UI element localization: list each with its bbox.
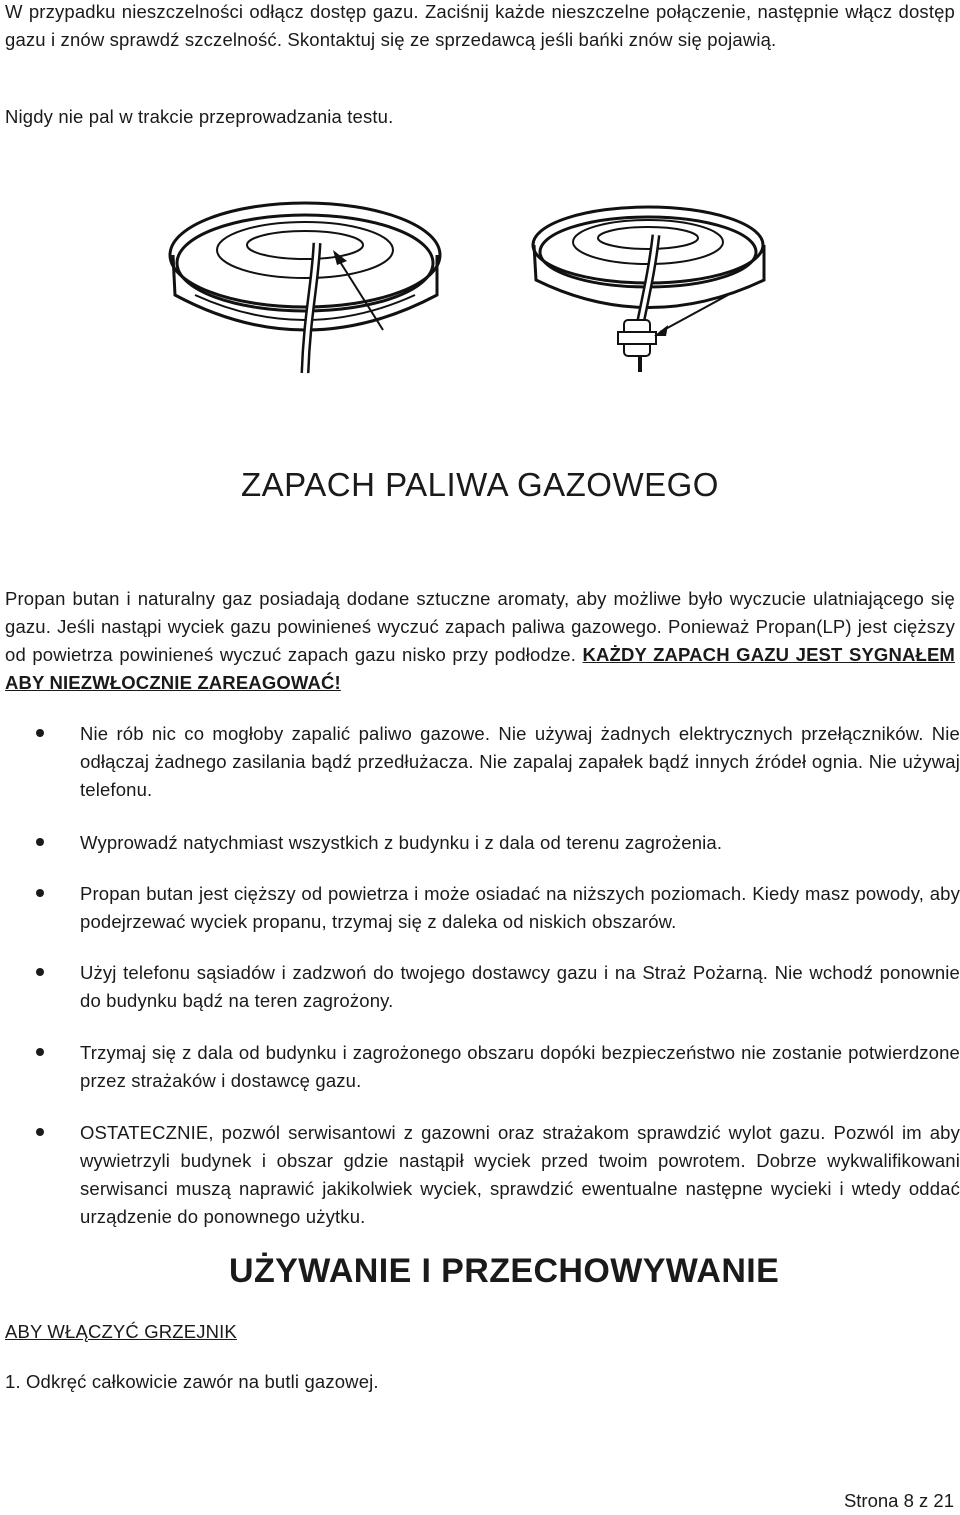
gas-smell-body: Propan butan i naturalny gaz posiadają dodane sztuczne aromaty, aby możliwe było wyczucie ulatniającego się gazu. Jeśli nastąpi wyciek gazu powinieneś wyczuć zapach paliwa gazowego. Ponieważ Propan(LP) jest cięższy od powietrza powinieneś wyczuć zapach gazu nisko przy podłodze.	[5, 588, 955, 665]
step-1-text: 1. Odkręć całkowicie zawór na butli gazowej.	[5, 1371, 379, 1392]
usage-title: UŻYWANIE I PRZECHOWYWANIE	[229, 1252, 780, 1290]
heater-ring-arrow-icon	[165, 195, 455, 375]
no-smoking-text: Nigdy nie pal w trakcie przeprowadzania testu.	[5, 106, 394, 127]
bullet-dot	[36, 1048, 44, 1056]
leak-paragraph: W przypadku nieszczelności odłącz dostęp gazu. Zaciśnij każde nieszczelne połączenie, następnie włącz dostęp gazu i znów sprawdź szczelność. Skontaktuj się ze sprzedawcą jeśli bańki znów się pojawią.	[5, 1, 955, 50]
list-item: Użyj telefonu sąsiadów i zadzwoń do twojego dostawcy gazu i na Straż Pożarną. Nie wchodź ponownie do budynku bądź na teren zagrożony.	[80, 962, 960, 1011]
gas-smell-warning: KAŻDY ZAPACH GAZU JEST SYGNAŁEM ABY NIEZWŁOCZNIE ZAREAGOWAĆ!	[5, 644, 955, 693]
turn-on-subheading: ABY WŁĄCZYĆ GRZEJNIK	[5, 1321, 237, 1342]
bullet-dot	[36, 1128, 44, 1136]
bullet-dot	[36, 729, 44, 737]
list-item: Trzymaj się z dala od budynku i zagrożonego obszaru dopóki bezpieczeństwo nie zostanie potwierdzone przez strażaków i dostawcę gazu.	[80, 1042, 960, 1091]
list-item: OSTATECZNIE, pozwól serwisantowi z gazowni oraz strażakom sprawdzić wylot gazu. Pozwól im aby wywietrzyli budynek i obszar gdzie nastąpił wyciek przed twoim powrotem. Dobrze wykwalifikowani serwisanci muszą naprawić jakikolwiek wyciek, sprawdzić ewentualne następne wycieki i wtedy oddać urządzenie do ponownego użytku.	[80, 1122, 960, 1227]
heater-ring-regulator-icon	[528, 200, 778, 375]
bullet-dot	[36, 968, 44, 976]
list-item: Wyprowadź natychmiast wszystkich z budynku i z dala od terenu zagrożenia.	[80, 832, 723, 853]
gas-smell-title: ZAPACH PALIWA GAZOWEGO	[241, 466, 719, 503]
bullet-dot	[36, 838, 44, 846]
page-number: Strona 8 z 21	[843, 1490, 954, 1511]
bullet-dot	[36, 889, 44, 897]
gas-smell-paragraph	[5, 585, 955, 697]
list-item: Nie rób nic co mogłoby zapalić paliwo gazowe. Nie używaj żadnych elektrycznych przełączników. Nie odłączaj żadnego zasilania bądź przedłużacza. Nie zapalaj zapałek bądź innych źródeł ognia. Nie używaj telefonu.	[80, 723, 960, 800]
list-item: Propan butan jest cięższy od powietrza i może osiadać na niższych poziomach. Kiedy masz powody, aby podejrzewać wyciek propanu, trzymaj się z daleka od niskich obszarów.	[80, 883, 960, 932]
